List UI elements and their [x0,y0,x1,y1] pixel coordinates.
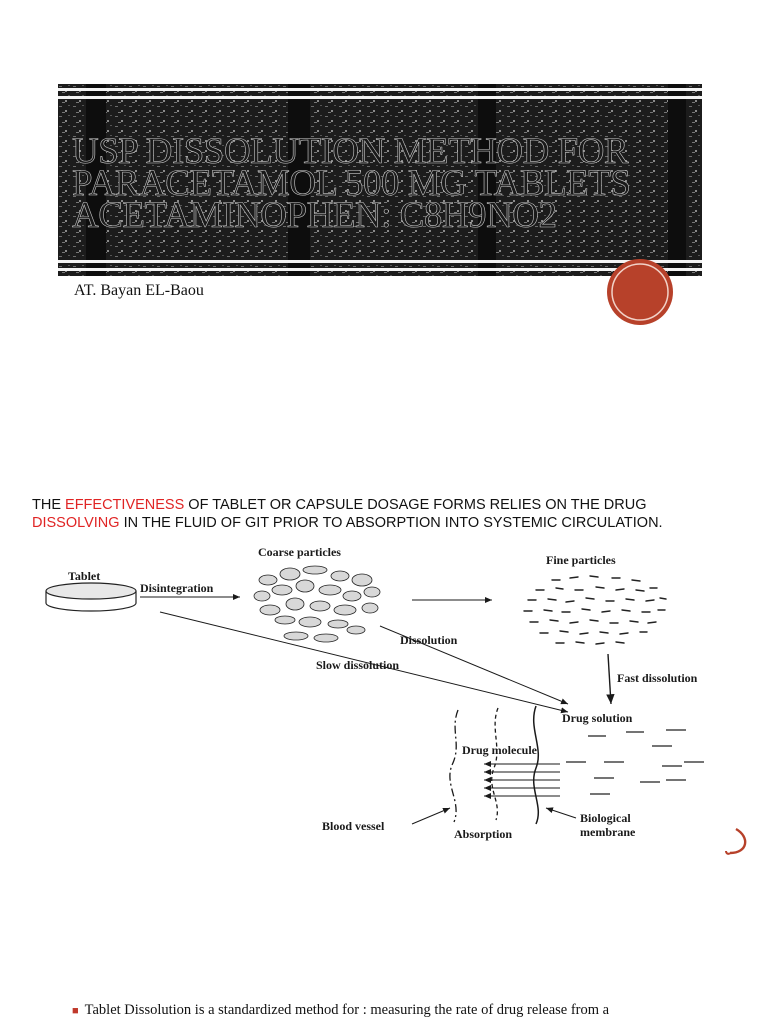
arrow-biological-membrane [546,808,576,818]
decorative-circle-icon [606,258,674,326]
headline-highlight-effectiveness: EFFECTIVENESS [65,497,185,513]
slide-title: USP DISSOLUTION METHOD FOR PARACETAMOL 500 MG TABLETS ACETAMINOPHEN: C8H9NO2 [72,131,631,236]
label-fast-dissolution: Fast dissolution [617,671,698,685]
dissolution-diagram [0,540,768,850]
absorption-arrows [484,764,560,796]
label-tablet: Tablet [68,569,101,583]
coarse-particles-cluster [254,566,380,642]
content-slide [0,470,768,1024]
label-disintegration: Disintegration [140,581,214,595]
label-blood-vessel: Blood vessel [322,819,385,833]
title-banner [58,84,702,276]
label-dissolution: Dissolution [400,633,458,647]
headline-text: OF TABLET OR CAPSULE DOSAGE FORMS RELIES ON THE DRUG [184,497,647,513]
bullet-text: Tablet Dissolution is a standardized method for : measuring the rate of drug release from a [84,1002,610,1018]
label-coarse-particles: Coarse particles [258,545,341,559]
banner-top-rule-2 [58,96,702,99]
label-fine-particles: Fine particles [546,553,616,567]
title-slide [0,0,768,470]
label-drug-solution: Drug solution [562,711,633,725]
blood-vessel-wall [450,710,458,822]
label-biological: Biological [580,811,631,825]
decorative-arc-icon [718,825,748,859]
arrow-blood-vessel [412,808,450,824]
author-name: AT. Bayan EL-Baou [74,282,204,299]
label-membrane: membrane [580,825,636,839]
headline-text: THE [32,497,66,513]
label-absorption: Absorption [454,827,513,841]
drug-solution-dashes [566,730,704,794]
arrow-fast-dissolution [608,654,611,704]
headline-text: IN THE FLUID OF GIT PRIOR TO ABSORPTION INTO SYSTEMIC CIRCULATION. [119,515,663,531]
bullet-square-icon: ■ [72,1005,79,1017]
label-drug-molecule: Drug molecule [462,743,537,757]
fine-particles-cluster [524,576,666,644]
bullet-point [72,1002,762,1019]
tablet-shape [46,583,136,611]
headline-highlight-dissolving: DISSOLVING [32,515,120,531]
label-slow-dissolution: Slow dissolution [316,658,400,672]
arrow-slow-dissolution [160,612,568,712]
arrow-dissolution [380,626,568,704]
slide-headline [32,496,732,532]
biological-membrane-line [534,706,539,824]
banner-top-rule [58,88,702,91]
